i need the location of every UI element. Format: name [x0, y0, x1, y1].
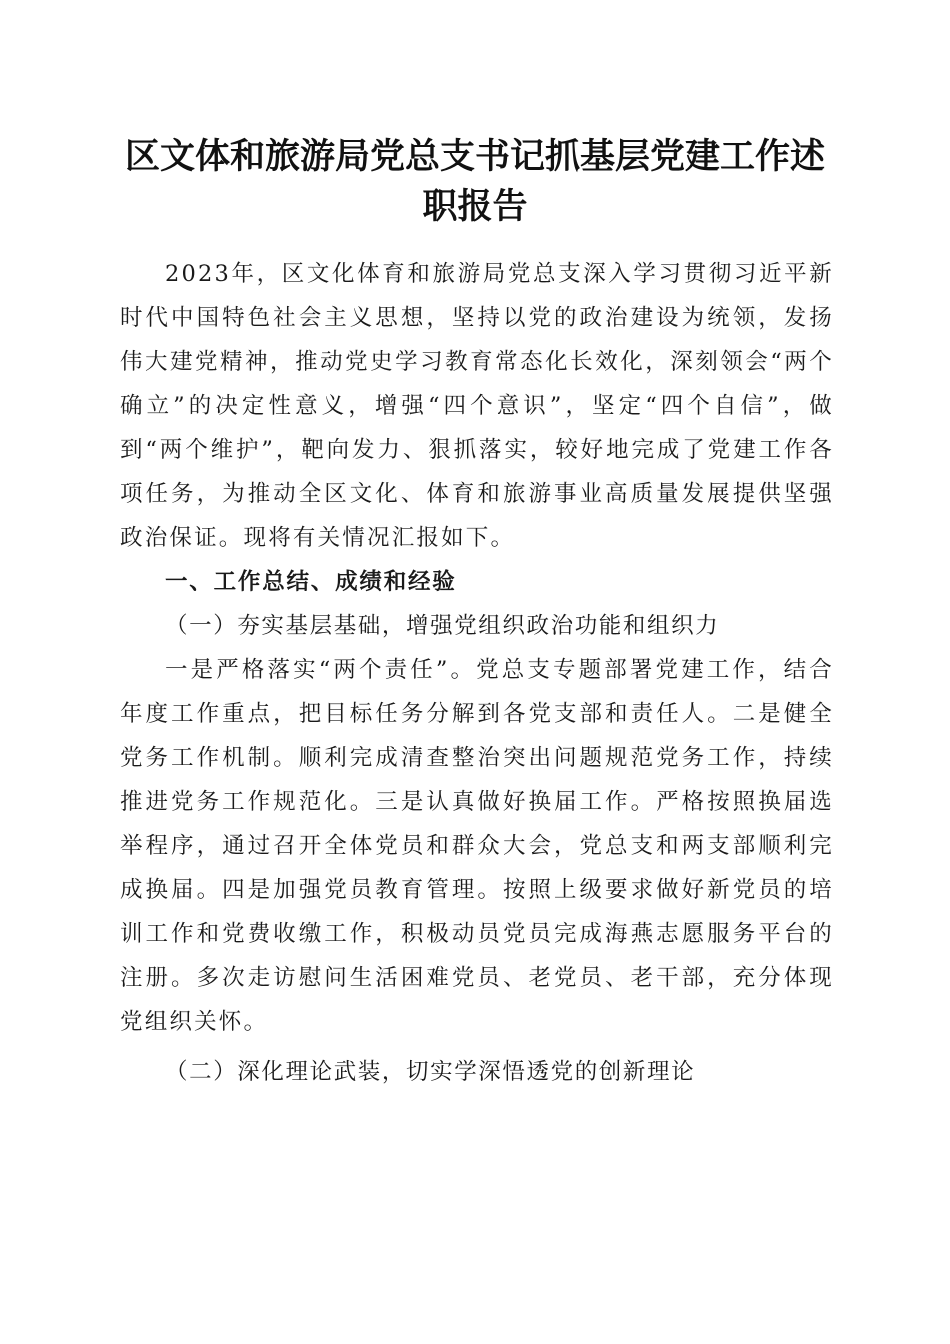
document-body: [120, 252, 834, 1094]
subsection-heading-1: （一）夯实基层基础，增强党组织政治功能和组织力: [165, 613, 720, 639]
intro-paragraph: 2023年，区文化体育和旅游局党总支深入学习贯彻习近平新时代中国特色社会主义思想，坚持以党的政治建设为统领，发扬伟大建党精神，推动党史学习教育常态化长效化，深刻领会“两个确立”的决定性意义，增强“四个意识”，坚定“四个自信”，做到“两个维护”，靶向发力、狠抓落实，较好地完成了党建工作各项任务，为推动全区文化、体育和旅游事业高质量发展提供坚强政治保证。现将有关情况汇报如下。: [120, 261, 834, 551]
title-line-2: 职报告: [422, 186, 528, 227]
document-title: [100, 132, 850, 232]
section-heading-1: 一、工作总结、成绩和经验: [165, 569, 457, 595]
subsection-heading-2: （二）深化理论武装，切实学深悟透党的创新理论: [165, 1059, 696, 1085]
subsection-1-paragraph: 一是严格落实“两个责任”。党总支专题部署党建工作，结合年度工作重点，把目标任务分解到各党支部和责任人。二是健全党务工作机制。顺利完成清查整治突出问题规范党务工作，持续推进党务工作规范化。三是认真做好换届工作。严格按照换届选举程序，通过召开全体党员和群众大会，党总支和两支部顺利完成换届。四是加强党员教育管理。按照上级要求做好新党员的培训工作和党费收缴工作，积极动员党员完成海燕志愿服务平台的注册。多次走访慰问生活困难党员、老党员、老干部，充分体现党组织关怀。: [120, 657, 834, 1035]
title-line-1: 区文体和旅游局党总支书记抓基层党建工作述: [124, 136, 825, 177]
